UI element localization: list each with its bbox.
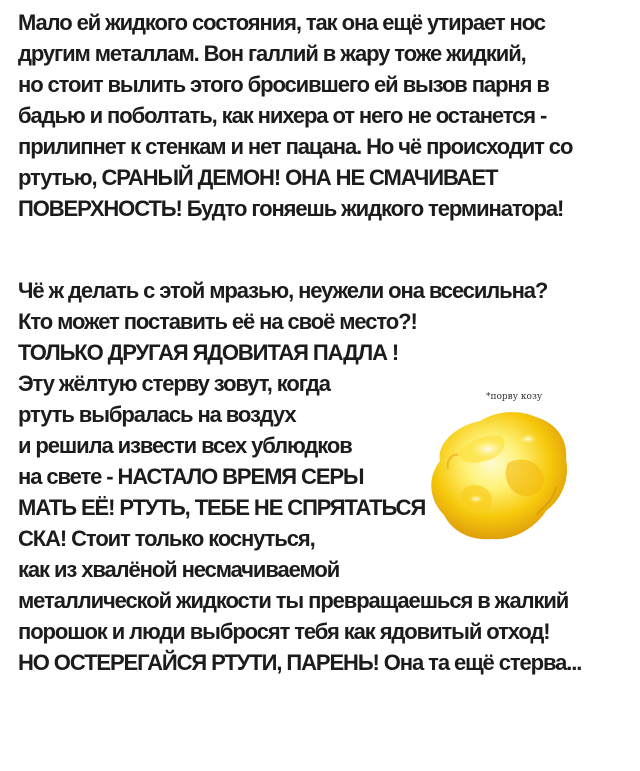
text-line: другим металлам. Вон галлий в жару тоже жидкий, — [18, 41, 526, 66]
text-line: ртутью, СРАНЫЙ ДЕМОН! ОНА НЕ СМАЧИВАЕТ — [18, 165, 498, 190]
text-line: МАТЬ ЕЁ! РТУТЬ, ТЕБЕ НЕ СПРЯТАТЬСЯ — [18, 495, 426, 520]
text-line: ртуть выбралась на воздух — [18, 402, 296, 427]
text-line: Мало ей жидкого состояния, так она ещё утирает нос — [18, 10, 545, 35]
text-line: СКА! Стоит только коснуться, — [18, 526, 315, 551]
text-line: Чё ж делать с этой мразью, неужели она всесильна? — [18, 278, 548, 303]
text-line: НО ОСТЕРЕГАЙСЯ РТУТИ, ПАРЕНЬ! Она та ещё стерва... — [18, 650, 582, 675]
sulfur-crystal-image — [418, 403, 576, 545]
text-line: ТОЛЬКО ДРУГАЯ ЯДОВИТАЯ ПАДЛА ! — [18, 340, 399, 365]
text-line: ПОВЕРХНОСТЬ! Будто гоняешь жидкого терминатора! — [18, 196, 564, 221]
text-line: Кто может поставить её на своё место?! — [18, 309, 417, 334]
text-line: на свете - НАСТАЛО ВРЕМЯ СЕРЫ — [18, 464, 364, 489]
text-line: но стоит вылить этого бросившего ей вызов парня в — [18, 72, 549, 97]
text-line: бадью и поболтать, как нихера от него не останется - — [18, 103, 547, 128]
text-line: Эту жёлтую стерву зовут, когда — [18, 371, 330, 396]
image-caption: *порву козу — [486, 392, 543, 402]
text-line: порошок и люди выбросят тебя как ядовитый отход! — [18, 619, 550, 644]
text-line: прилипнет к стенкам и нет пацана. Но чё происходит со — [18, 134, 573, 159]
text-line: металлической жидкости ты превращаешься в жалкий — [18, 588, 569, 613]
text-line: как из хвалёной несмачиваемой — [18, 557, 340, 582]
text-line: и решила извести всех ублюдков — [18, 433, 352, 458]
